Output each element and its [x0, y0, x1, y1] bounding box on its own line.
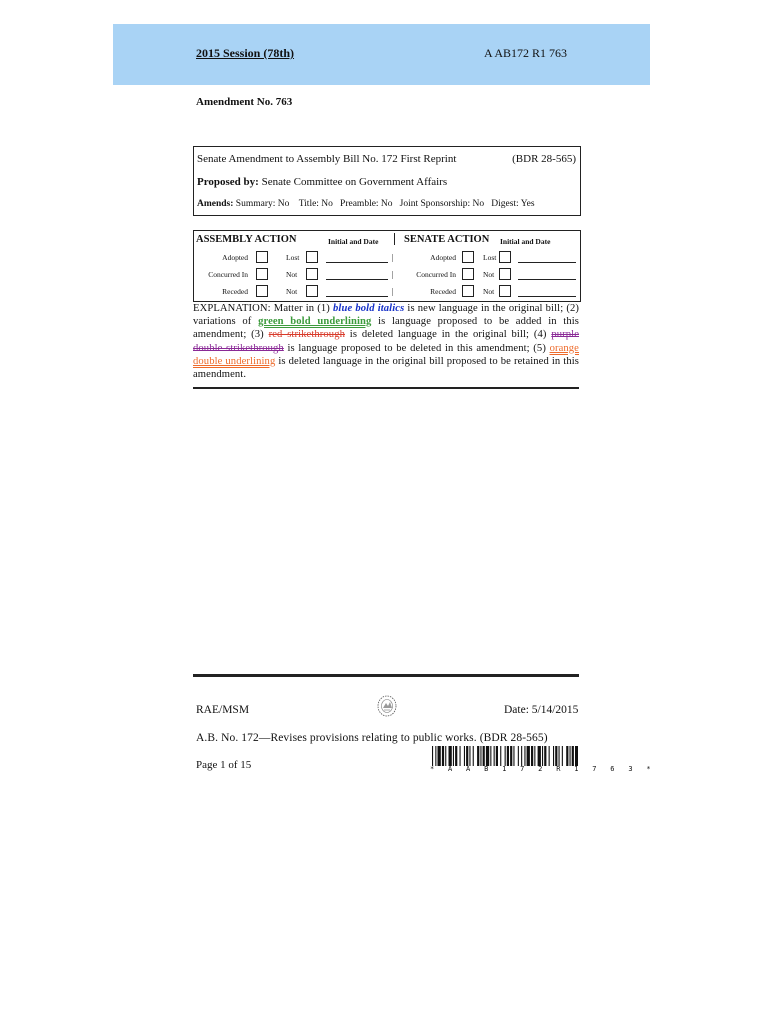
senate-concurred-line	[518, 279, 576, 280]
explanation-rule	[193, 387, 579, 389]
proposed-by-label: Proposed by:	[197, 176, 259, 188]
orange-underline-sample: orange double underlining	[193, 342, 579, 367]
assembly-concurred-label: Concurred In	[208, 270, 248, 279]
footer-rule	[193, 674, 579, 677]
barcode-bar	[555, 746, 557, 766]
barcode-bar	[455, 746, 457, 766]
assembly-adopted-checkbox[interactable]	[256, 251, 268, 263]
assembly-adopted-label: Adopted	[222, 253, 248, 262]
row-separator: |	[392, 253, 394, 262]
assembly-concurred-line	[326, 279, 388, 280]
explanation-text: is deleted language in the original bill; (4)	[345, 329, 552, 341]
header-band	[113, 24, 650, 85]
barcode-bar	[483, 746, 485, 766]
assembly-initial-date-label: Initial and Date	[328, 237, 379, 246]
amendment-number: Amendment No. 763	[196, 96, 293, 108]
barcode-bar	[442, 746, 444, 766]
barcode-bar	[477, 746, 479, 766]
senate-initial-date-label: Initial and Date	[500, 237, 551, 246]
amends-line	[197, 199, 535, 209]
barcode-bar	[469, 746, 470, 766]
amends-value: Summary: No Title: No Preamble: No Joint Sponsorship: No Digest: Yes	[235, 199, 535, 209]
barcode-bar	[524, 746, 525, 766]
barcode-bar	[513, 746, 514, 766]
barcode-bar	[500, 746, 501, 766]
page-number: Page 1 of 15	[196, 759, 252, 771]
state-seal-icon	[376, 694, 398, 718]
bdr-number: (BDR 28-565)	[512, 153, 576, 165]
barcode-bar	[505, 746, 506, 766]
amends-label: Amends:	[197, 199, 234, 209]
assembly-receded-label: Receded	[222, 287, 248, 296]
assembly-concurred-checkbox[interactable]	[256, 268, 268, 280]
barcode-bar	[518, 746, 519, 766]
explanation-text: is language proposed to be deleted in this amendment; (5)	[283, 342, 550, 354]
senate-not-concurred-label: Not	[483, 270, 495, 279]
barcode-bar	[544, 746, 546, 766]
barcode-bar	[572, 746, 574, 766]
assembly-not-receded-checkbox[interactable]	[306, 285, 318, 297]
barcode-bar	[531, 746, 533, 766]
senate-receded-label: Receded	[430, 287, 456, 296]
explanation-paragraph	[193, 302, 579, 381]
blue-italics-sample: blue bold italics	[333, 303, 405, 314]
barcode-bar	[496, 746, 498, 766]
barcode-bar	[566, 746, 568, 766]
assembly-not-concurred-label: Not	[286, 270, 298, 279]
barcode-bar	[438, 746, 441, 766]
senate-lost-checkbox[interactable]	[499, 251, 511, 263]
barcode-bar	[490, 746, 491, 766]
assembly-receded-line	[326, 296, 388, 297]
senate-not-concurred-checkbox[interactable]	[499, 268, 511, 280]
assembly-not-concurred-checkbox[interactable]	[306, 268, 318, 280]
senate-concurred-checkbox[interactable]	[462, 268, 474, 280]
barcode-bar	[460, 746, 461, 766]
green-underline-sample: green bold underlining	[258, 316, 372, 328]
barcode-bar	[542, 746, 543, 766]
action-box	[193, 230, 581, 302]
explanation-text: is new language in the original bill; (2) variations of	[193, 303, 579, 328]
action-divider	[394, 233, 395, 245]
red-strikethrough-sample: red strikethrough	[268, 329, 345, 341]
explanation-text: is deleted language in the original bill proposed to be retained in this amendment.	[193, 355, 579, 381]
assembly-action-heading: ASSEMBLY ACTION	[196, 234, 297, 245]
assembly-receded-checkbox[interactable]	[256, 285, 268, 297]
senate-adopted-label: Adopted	[430, 253, 456, 262]
barcode-bar	[486, 746, 489, 766]
barcode-bar	[570, 746, 571, 766]
amendment-summary-box	[193, 146, 581, 216]
barcode-bar	[466, 746, 468, 766]
barcode-bar	[527, 746, 530, 766]
explanation-text: is language proposed to be added in this amendment; (3)	[193, 316, 579, 341]
barcode-bar	[445, 746, 446, 766]
amendment-title: Senate Amendment to Assembly Bill No. 172 First Reprint	[197, 153, 457, 165]
purple-strikethrough-sample: purple double strikethrough	[193, 329, 579, 354]
barcode-bar	[562, 746, 563, 766]
senate-adopted-line	[518, 262, 576, 263]
senate-receded-line	[518, 296, 576, 297]
senate-adopted-checkbox[interactable]	[462, 251, 474, 263]
barcode-bar	[494, 746, 495, 766]
assembly-adopted-line	[326, 262, 388, 263]
proposed-by	[197, 176, 447, 188]
document-code: A AB172 R1 763	[484, 46, 568, 60]
barcode-bar	[432, 746, 433, 766]
barcode-bar	[521, 746, 522, 766]
barcode-bar	[575, 746, 578, 766]
barcode-bar	[480, 746, 481, 766]
amendment-date: Date: 5/14/2015	[504, 704, 579, 716]
barcode-bar	[510, 746, 512, 766]
barcode-bar	[453, 746, 454, 766]
barcode-bar	[538, 746, 541, 766]
bill-description: A.B. No. 172—Revises provisions relating to public works. (BDR 28-565)	[196, 732, 548, 744]
barcode-bar	[473, 746, 474, 766]
assembly-lost-label: Lost	[286, 253, 300, 262]
row-separator: |	[392, 270, 394, 279]
proposed-by-value: Senate Committee on Government Affairs	[261, 176, 448, 188]
barcode-bar	[534, 746, 535, 766]
senate-not-receded-checkbox[interactable]	[499, 285, 511, 297]
senate-action-heading: SENATE ACTION	[404, 234, 490, 245]
assembly-lost-checkbox[interactable]	[306, 251, 318, 263]
barcode-bar	[435, 746, 436, 766]
barcode-bar	[549, 746, 550, 766]
assembly-not-receded-label: Not	[286, 287, 298, 296]
row-separator: |	[392, 287, 394, 296]
barcode-text: * A A B 1 7 2 R 1 7 6 3 *	[430, 765, 656, 773]
barcode-bar	[449, 746, 452, 766]
session-title: 2015 Session (78th)	[196, 46, 295, 60]
explanation-text: EXPLANATION: Matter in (1)	[193, 303, 334, 314]
drafter-initials: RAE/MSM	[196, 704, 250, 716]
senate-receded-checkbox[interactable]	[462, 285, 474, 297]
senate-concurred-label: Concurred In	[416, 270, 456, 279]
barcode-bar	[507, 746, 509, 766]
barcode-bar	[464, 746, 465, 766]
senate-not-receded-label: Not	[483, 287, 495, 296]
barcode-bar	[553, 746, 554, 766]
senate-lost-label: Lost	[483, 253, 497, 262]
barcode-bar	[559, 746, 560, 766]
barcode-icon	[432, 746, 578, 766]
